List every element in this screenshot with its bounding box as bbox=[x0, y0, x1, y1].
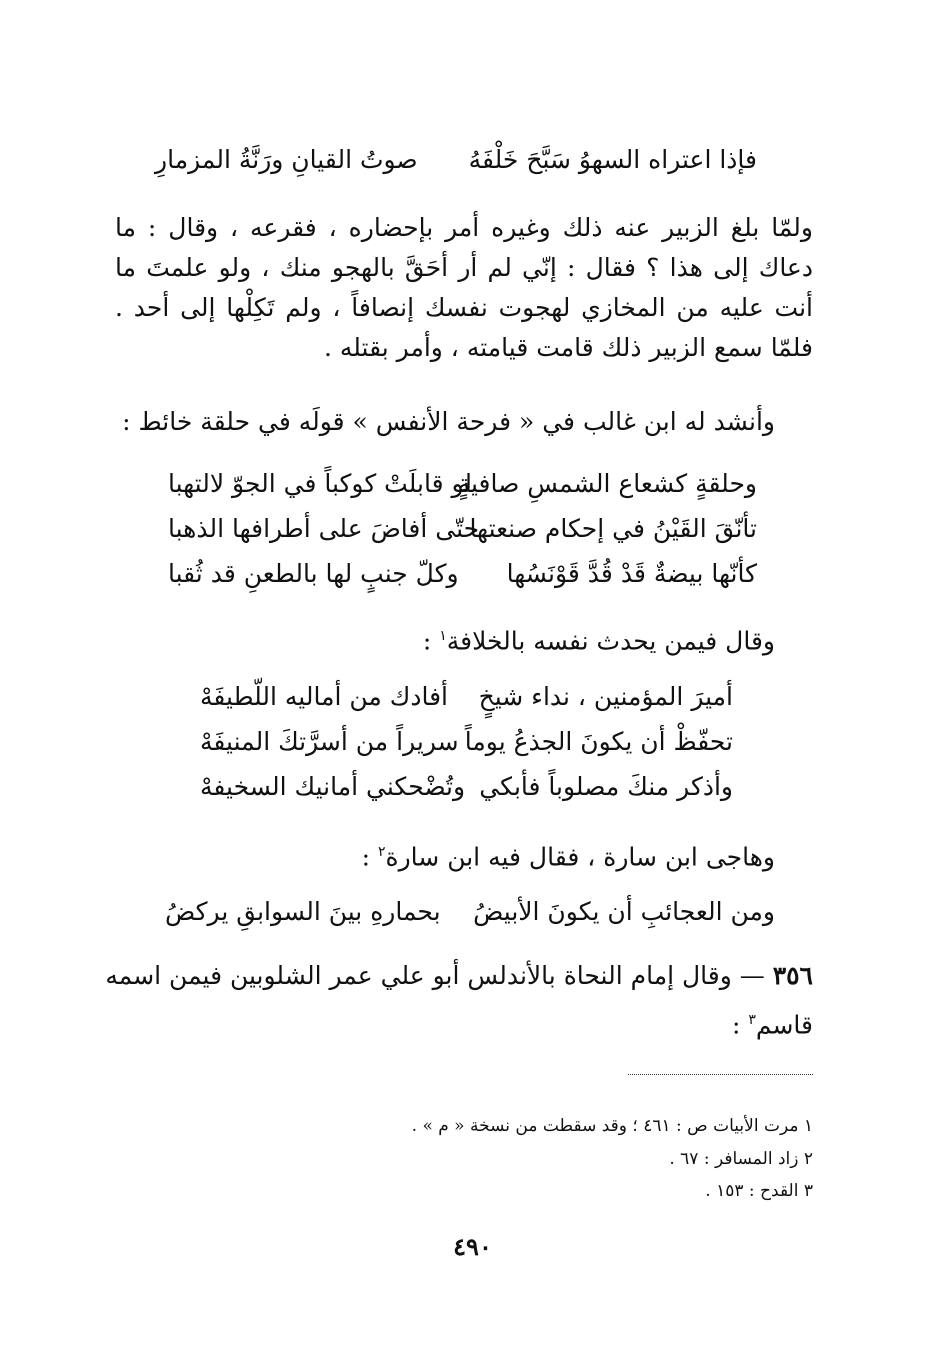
poem-ring-line3-right: كأنّها بيضةٌ قَدْ قُدَّ قَوْنَسُها bbox=[506, 559, 757, 588]
poem-ring-line3-left: وكلّ جنبٍ لها بالطعنِ قد ثُقبا bbox=[168, 559, 459, 588]
footnote-ref-2: ٢ bbox=[377, 844, 386, 860]
entry-colon: : bbox=[731, 1010, 749, 1040]
poem-caliph-line3-right: وأذكر منكَ مصلوباً فأبكي bbox=[479, 772, 733, 801]
entry-text: — وقال إمام النحاة بالأندلس أبو علي عمر الشلوبين فيمن اسمه bbox=[105, 961, 773, 990]
poem-caliph-line1-right: أميرَ المؤمنين ، نداء شيخٍ bbox=[478, 682, 733, 711]
intro-ibn-sara-text: وهاجى ابن سارة ، فقال فيه ابن سارة bbox=[385, 842, 775, 872]
verse-top-right: فإذا اعتراه السهوُ سَبَّحَ خَلْفَهُ bbox=[468, 145, 757, 174]
poem-caliph-line3-left: وتُضْحكني أمانيك السخيفهْ bbox=[200, 772, 466, 801]
page-number: ٤٩٠ bbox=[453, 1232, 492, 1261]
footnote-1: ١ مرت الأبيات ص : ٤٦١ ؛ وقد سقطت من نسخة « م » . bbox=[411, 1116, 813, 1136]
verse-ibn-sara-left: بحمارهِ بينَ السوابقِ يركضُ bbox=[165, 897, 441, 926]
footnote-2: ٢ زاد المسافر : ٦٧ . bbox=[669, 1149, 813, 1169]
entry-356-line2 bbox=[732, 1000, 813, 1045]
verse-ibn-sara-right: ومن العجائبِ أن يكونَ الأبيضُ bbox=[473, 897, 775, 926]
entry-356 bbox=[105, 956, 813, 996]
poem-ring-line1-left: لو قابلَتْ كوكباً في الجوّ لالتهبا bbox=[168, 469, 473, 498]
footnote-ref-1: ١ bbox=[439, 628, 447, 644]
intro-caliphate-text: وقال فيمن يحدث نفسه بالخلافة bbox=[446, 626, 775, 656]
poem-caliph-line2-right: تحفّظْ أن يكونَ الجذعُ يوماً bbox=[464, 727, 733, 756]
footnote-3: ٣ القدح : ١٥٣ . bbox=[705, 1181, 813, 1201]
intro-ring-poem: وأنشد له ابن غالب في « فرحة الأنفس » قولَه في حلقة خائط : bbox=[122, 407, 775, 436]
entry-name-qasim: قاسم bbox=[755, 1010, 813, 1040]
intro-caliphate-poem bbox=[423, 616, 775, 661]
entry-number: ٣٥٦ bbox=[772, 961, 813, 990]
footnote-ref-3: ٣ bbox=[748, 1012, 756, 1028]
poem-ring-line2-right: تأنّقَ القَيْنُ في إحكام صنعتها bbox=[469, 514, 757, 543]
intro-ibn-sara-colon: : bbox=[361, 842, 378, 872]
intro-caliphate-colon: : bbox=[422, 626, 440, 656]
poem-caliph-line2-left: سريراً من أسرَّتكَ المنيفَهْ bbox=[200, 727, 459, 756]
intro-ibn-sara bbox=[362, 832, 775, 877]
poem-ring-line1-right: وحلقةٍ كشعاع الشمسِ صافيةٍ bbox=[457, 469, 757, 498]
poem-ring-line2-left: حتّى أفاضَ على أطرافها الذهبا bbox=[168, 514, 480, 543]
footnote-separator bbox=[628, 1074, 813, 1075]
poem-caliph-line1-left: أفادك من أماليه اللّطيفَهْ bbox=[200, 682, 448, 711]
verse-top-left: صوتُ القيانِ ورَنَّةُ المزمارِ bbox=[155, 145, 418, 174]
paragraph-zubair: ولمّا بلغ الزبير عنه ذلك وغيره أمر بإحضاره ، فقرعه ، وقال : ما دعاك إلى هذا ؟ فقال : إنّي لم أر أحَقَّ بالهجو منك ، ولو علمتَ ما أنت عليه من المخازي لهجوت نفسك إنصافاً ، ولم تَكِلْها إلى أحد . فلمّا سمع الزبير ذلك قامت قيامته ، وأمر بقتله . bbox=[115, 213, 813, 362]
